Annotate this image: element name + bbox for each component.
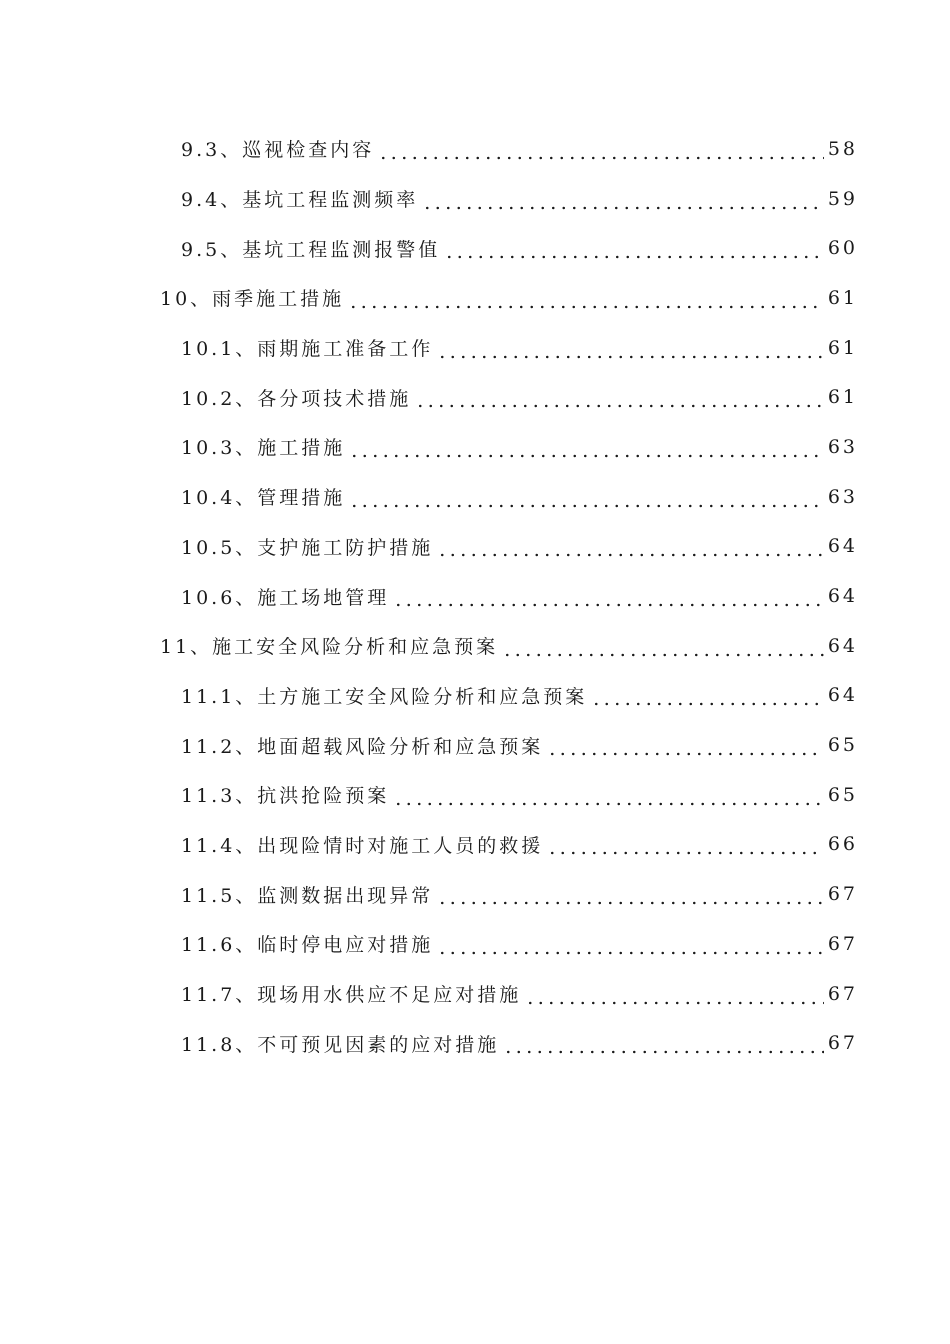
toc-entry-10-4[interactable] [0, 472, 950, 522]
toc-dot-leader [437, 933, 824, 955]
toc-entry-title: 10.1、雨期施工准备工作 [181, 338, 434, 361]
toc-entry-title: 11.7、现场用水供应不足应对措施 [181, 984, 522, 1007]
toc-entry-page: 63 [827, 435, 858, 458]
toc-dot-leader [393, 784, 824, 806]
toc-entry-page: 58 [827, 137, 858, 160]
toc-entry-9-4[interactable] [0, 174, 950, 224]
toc-entry-title: 11、施工安全风险分析和应急预案 [160, 636, 499, 659]
toc-entry-title: 10.6、施工场地管理 [181, 586, 390, 609]
toc-entry-page: 67 [827, 1032, 858, 1055]
toc-entry-page: 65 [827, 783, 858, 806]
toc-entry-11-5[interactable] [0, 869, 950, 919]
toc-entry-title: 10.5、支护施工防护措施 [181, 536, 434, 559]
toc-entry-page: 64 [827, 634, 858, 657]
toc-entry-page: 65 [827, 734, 858, 757]
toc-dot-leader [547, 734, 824, 756]
toc-dot-leader [547, 833, 824, 855]
toc-entry-page: 63 [827, 485, 858, 508]
toc-entry-11-6[interactable] [0, 919, 950, 969]
toc-entry-page: 67 [827, 883, 858, 906]
toc-dot-leader [437, 535, 824, 557]
toc-entry-title: 11.4、出现险情时对施工人员的救援 [181, 834, 544, 857]
toc-entry-title: 10.2、各分项技术措施 [181, 387, 412, 410]
toc-entry-page: 64 [827, 684, 858, 707]
toc-entry-title: 9.4、基坑工程监测频率 [181, 189, 419, 212]
toc-entry-11-8[interactable] [0, 1018, 950, 1068]
toc-entry-11-7[interactable] [0, 969, 950, 1019]
toc-entry-title: 10.3、施工措施 [181, 437, 346, 460]
toc-dot-leader [503, 1032, 824, 1054]
toc-entry-9-5[interactable] [0, 223, 950, 273]
toc-entry-page: 64 [827, 585, 858, 608]
toc-entry-page: 64 [827, 535, 858, 558]
toc-entry-page: 59 [827, 187, 858, 210]
toc-entry-10-6[interactable] [0, 571, 950, 621]
toc-entry-title: 11.5、监测数据出现异常 [181, 884, 434, 907]
toc-entry-11[interactable] [0, 621, 950, 671]
toc-entry-title: 11.6、临时停电应对措施 [181, 934, 434, 957]
table-of-contents [0, 124, 950, 1068]
toc-entry-title: 9.3、巡视检查内容 [181, 139, 375, 162]
toc-dot-leader [525, 983, 824, 1005]
toc-entry-title: 10、雨季施工措施 [160, 288, 345, 311]
toc-entry-page: 67 [827, 932, 858, 955]
toc-entry-page: 66 [827, 833, 858, 856]
toc-entry-title: 11.2、地面超载风险分析和应急预案 [181, 735, 544, 758]
toc-dot-leader [444, 237, 824, 259]
toc-entry-10-1[interactable] [0, 323, 950, 373]
toc-entry-page: 61 [827, 286, 858, 309]
toc-entry-11-2[interactable] [0, 720, 950, 770]
toc-entry-page: 67 [827, 982, 858, 1005]
toc-dot-leader [378, 138, 824, 160]
toc-dot-leader [422, 188, 824, 210]
toc-entry-page: 61 [827, 386, 858, 409]
toc-dot-leader [502, 635, 824, 657]
toc-dot-leader [393, 585, 824, 607]
toc-dot-leader [349, 486, 824, 508]
toc-entry-title: 9.5、基坑工程监测报警值 [181, 238, 441, 261]
toc-dot-leader [591, 684, 824, 706]
toc-entry-10-5[interactable] [0, 522, 950, 572]
toc-entry-10[interactable] [0, 273, 950, 323]
toc-entry-page: 60 [827, 237, 858, 260]
toc-entry-11-3[interactable] [0, 770, 950, 820]
toc-entry-title: 10.4、管理措施 [181, 487, 346, 510]
toc-entry-page: 61 [827, 336, 858, 359]
toc-entry-11-1[interactable] [0, 671, 950, 721]
toc-dot-leader [437, 883, 824, 905]
toc-entry-title: 11.1、土方施工安全风险分析和应急预案 [181, 685, 588, 708]
toc-entry-11-4[interactable] [0, 820, 950, 870]
toc-dot-leader [348, 287, 824, 309]
toc-entry-9-3[interactable] [0, 124, 950, 174]
toc-dot-leader [415, 386, 824, 408]
toc-dot-leader [349, 436, 824, 458]
toc-dot-leader [437, 337, 824, 359]
toc-entry-10-2[interactable] [0, 372, 950, 422]
toc-entry-10-3[interactable] [0, 422, 950, 472]
toc-entry-title: 11.3、抗洪抢险预案 [181, 785, 390, 808]
toc-entry-title: 11.8、不可预见因素的应对措施 [181, 1033, 500, 1056]
